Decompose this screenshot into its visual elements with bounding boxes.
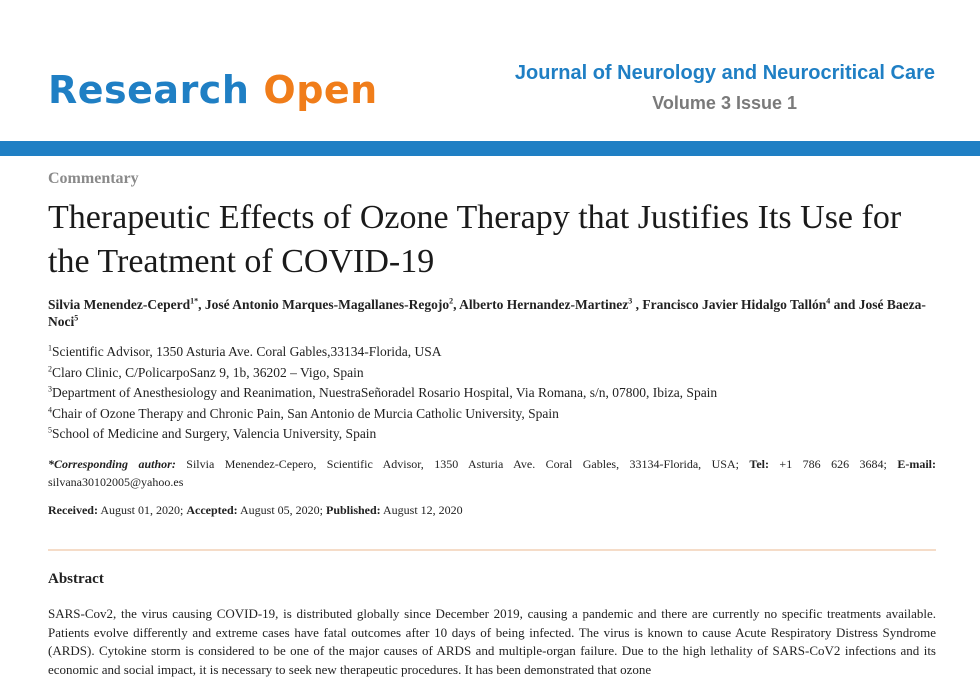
author-2: José Antonio Marques-Magallanes-Regojo$^2$, [204,296,460,312]
abstract-heading: Abstract [48,571,104,587]
logo-word-open: Open [263,68,378,112]
section-divider [48,549,936,551]
affiliation-3: $^3$Department of Anesthesiology and Reanimation, NuestraSeñoradel Rosario Hospital, Via Romana, s/n, 07800, Ibiza, Spain [48,384,718,400]
author-3: Alberto Hernandez-Martinez$^3$ , [459,296,643,312]
received-date: August 01, 2020; [97,502,187,517]
corresponding-author: *Corresponding author: Silvia Menendez-Cepero, Scientific Advisor, 1350 Asturia Ave. Coral Gables, 33134-Florida, USA; Tel: +1 786 626 3684; E-mail: silvana30102005@yahoo.es [48,456,936,489]
logo-word-research: Research [48,68,250,112]
affiliation-1: $^1$Scientific Advisor, 1350 Asturia Ave. Coral Gables,33134-Florida, USA [48,343,442,359]
journal-volume: Volume 3 Issue 1 [652,93,797,113]
affiliation-4: $^4$Chair of Ozone Therapy and Chronic Pain, San Antonio de Murcia Catholic University, Spain [48,405,559,421]
affiliation-2: $^2$Claro Clinic, C/PolicarpoSanz 9, 1b, 36202 – Vigo, Spain [48,364,364,380]
author-1: Silvia Menendez-Ceperd$^{1*}$, [48,296,205,312]
affiliation-5: $^5$School of Medicine and Surgery, Valencia University, Spain [48,425,377,441]
article-title: Therapeutic Effects of Ozone Therapy that Justifies Its Use for the Treatment of COVID-19 [48,199,902,280]
journal-name: Journal of Neurology and Neurocritical Care [514,62,935,84]
published-date: August 12, 2020 [380,502,463,517]
author-4: Francisco Javier Hidalgo Tallón$^4$ [642,296,831,312]
article-front-matter [48,170,936,518]
research-open-logo [48,68,378,112]
article-type: Commentary [48,170,139,187]
corresponding-author-label: *Corresponding author: [48,456,176,471]
abstract-body: SARS-Cov2, the virus causing COVID-19, is distributed globally since December 2019, causing a pandemic and there are currently no specific treatments available. Patients evolve differently and extreme cases have fatal outcomes after 10 days of being infected. The virus is known to cause Acute Respiratory Distress Syndrome (ARDS). Cytokine storm is considered to be one of the major causes of ARDS and multiple-organ failure. Due to the high lethality of SARS-CoV2 infections and its economic and social impact, it is necessary to seek new therapeutic procedures. It has been demonstrated that ozone [48,606,936,677]
corresponding-email: silvana30102005@yahoo.es [48,474,184,489]
accepted-date: August 05, 2020; [237,502,326,517]
affiliation-list [48,342,936,445]
author-5: and José Baeza-Noci$^5$ [48,297,926,329]
publication-dates: Received: August 01, 2020; Accepted: August 05, 2020; Published: August 12, 2020 [48,502,463,517]
header-band [0,141,980,156]
journal-info [515,62,935,114]
author-list [48,296,936,330]
